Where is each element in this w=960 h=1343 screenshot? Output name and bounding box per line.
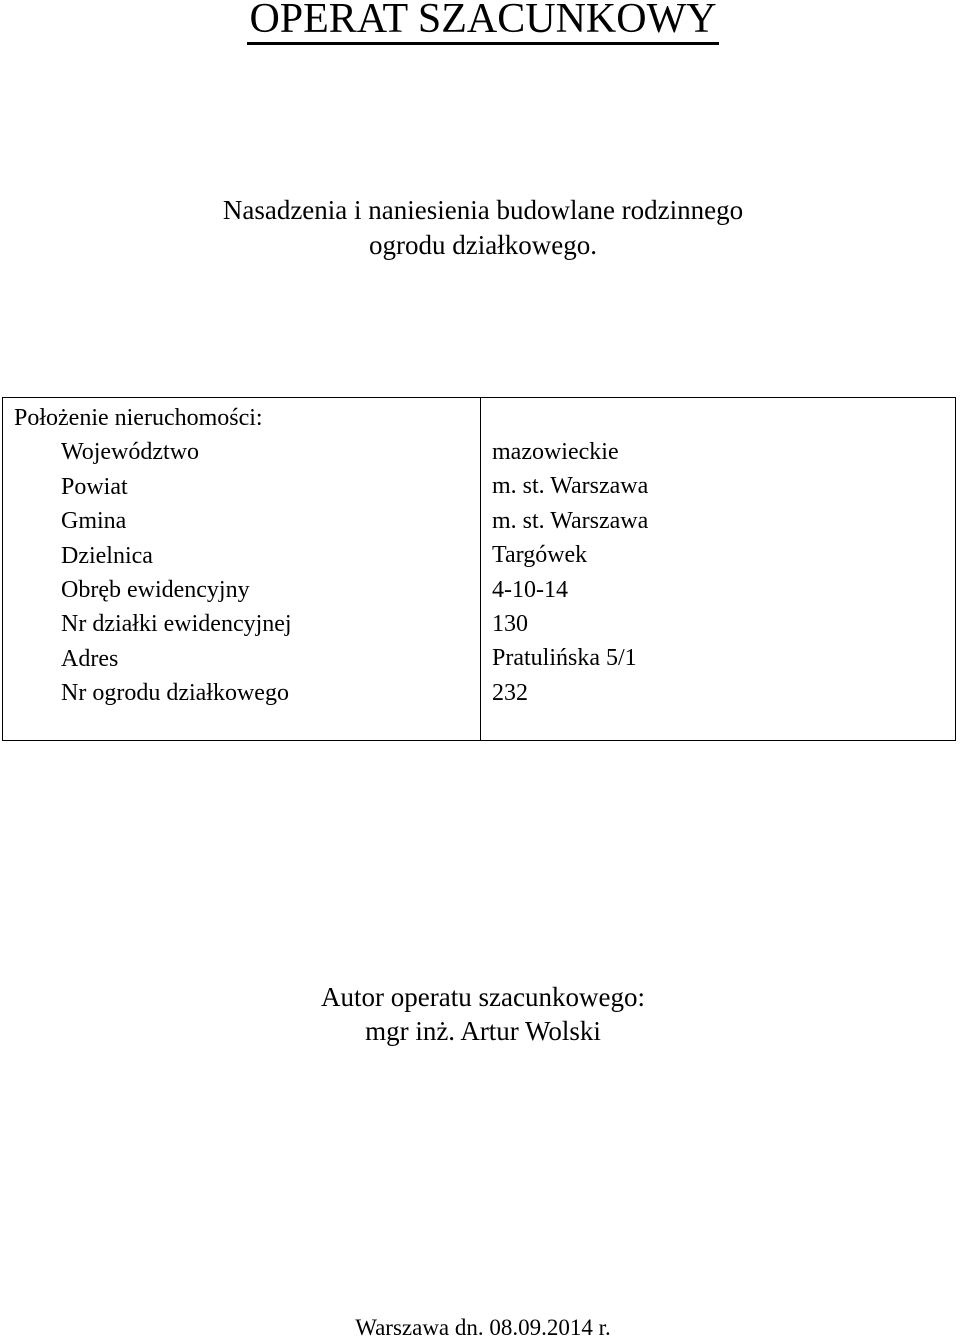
- value-nr-dzialki: 130: [492, 611, 528, 638]
- document-subtitle: [0, 193, 960, 263]
- value-dzielnica: Targówek: [492, 542, 588, 569]
- value-wojewodztwo: mazowieckie: [492, 439, 619, 465]
- document-title-text: OPERAT SZACUNKOWY: [247, 0, 718, 45]
- subtitle-line-2: ogrodu działkowego.: [369, 230, 597, 260]
- property-info-table: [2, 397, 956, 741]
- value-powiat: m. st. Warszawa: [492, 473, 649, 500]
- document-title: [0, 0, 960, 46]
- author-name: mgr inż. Artur Wolski: [365, 1016, 601, 1046]
- property-location-heading: Położenie nieruchomości:: [14, 405, 263, 431]
- label-obreb: Obręb ewidencyjny: [61, 577, 250, 604]
- label-powiat: Powiat: [61, 473, 128, 500]
- author-block: [0, 980, 960, 1048]
- value-obreb: 4-10-14: [492, 576, 568, 603]
- value-nr-ogrodu: 232: [492, 679, 528, 706]
- label-adres: Adres: [61, 645, 119, 672]
- place-and-date: Warszawa dn. 08.09.2014 r.: [355, 1315, 611, 1340]
- label-nr-dzialki: Nr działki ewidencyjnej: [61, 611, 292, 638]
- table-column-divider: [480, 398, 481, 740]
- subtitle-line-1: Nasadzenia i naniesienia budowlane rodzinnego: [222, 195, 744, 225]
- value-gmina: m. st. Warszawa: [492, 507, 649, 534]
- property-values-column: [492, 435, 648, 710]
- property-labels-column: [3, 398, 480, 711]
- value-adres: Pratulińska 5/1: [492, 645, 637, 672]
- label-dzielnica: Dzielnica: [61, 542, 153, 569]
- label-nr-ogrodu: Nr ogrodu działkowego: [61, 680, 289, 707]
- label-gmina: Gmina: [61, 508, 127, 535]
- label-wojewodztwo: Województwo: [61, 439, 200, 466]
- author-heading: Autor operatu szacunkowego:: [321, 982, 645, 1012]
